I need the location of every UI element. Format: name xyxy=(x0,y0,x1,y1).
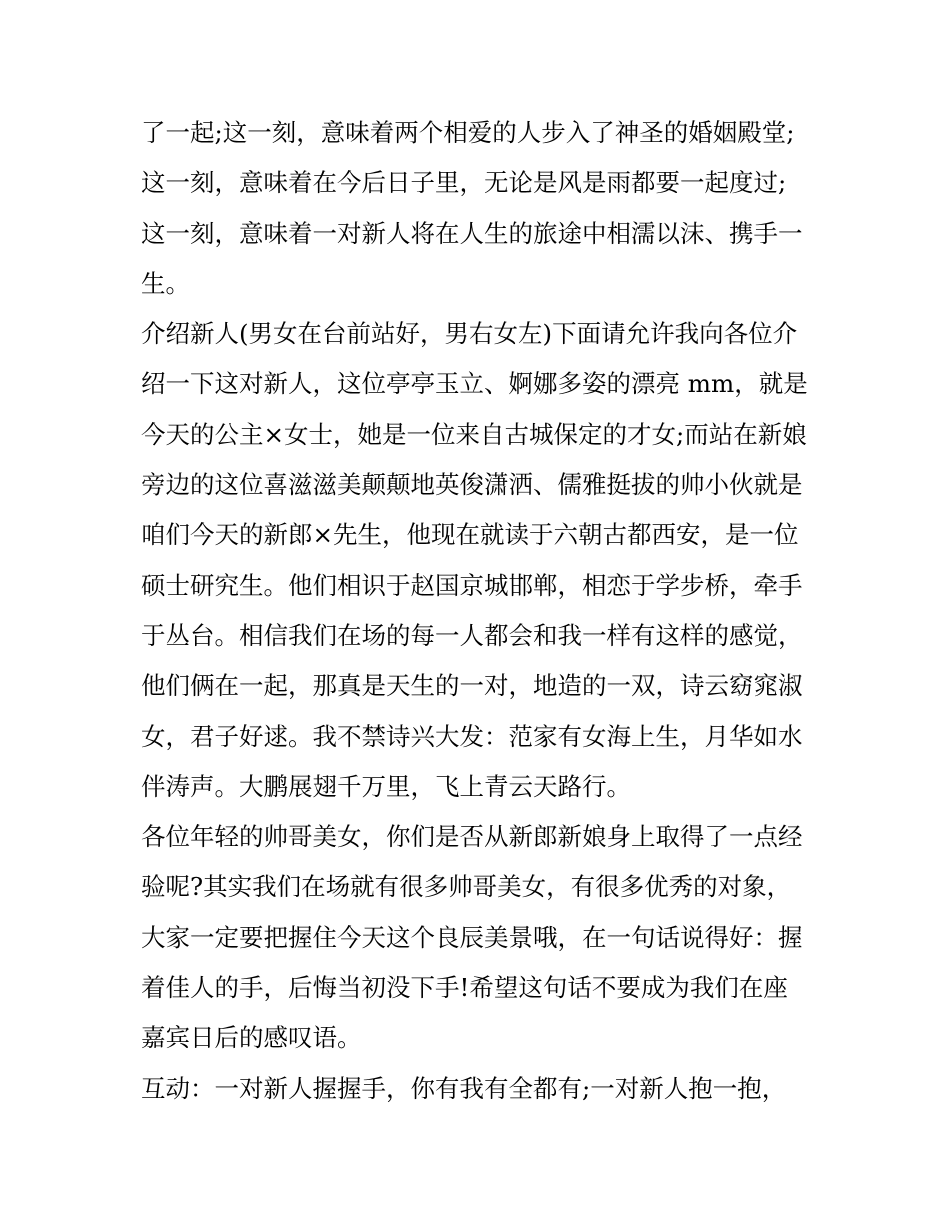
text-line: 旁边的这位喜滋滋美颠颠地英俊潇洒、儒雅挺拔的帅小伙就是 xyxy=(141,470,803,500)
text-line: 着佳人的手，后悔当初没下手!希望这句话不要成为我们在座 xyxy=(141,973,788,1003)
text-line: 嘉宾日后的感叹语。 xyxy=(141,1023,362,1053)
text-line: 生。 xyxy=(141,268,190,298)
text-line: 这一刻，意味着一对新人将在人生的旅途中相濡以沫、携手一 xyxy=(141,218,803,248)
text-line: 今天的公主×女士，她是一位来自古城保定的才女;而站在新娘 xyxy=(141,419,807,449)
text-line: 伴涛声。大鹏展翅千万里，飞上青云天路行。 xyxy=(141,771,631,801)
text-line: 这一刻，意味着在今后日子里，无论是风是雨都要一起度过; xyxy=(141,168,787,198)
text-line: 验呢?其实我们在场就有很多帅哥美女，有很多优秀的对象， xyxy=(141,872,792,902)
text-line: 咱们今天的新郎×先生，他现在就读于六朝古都西安，是一位 xyxy=(141,520,799,550)
text-line: 介绍新人(男女在台前站好，男右女左)下面请允许我向各位介 xyxy=(141,319,798,349)
text-line: 硕士研究生。他们相识于赵国京城邯郸，相恋于学步桥，牵手 xyxy=(141,570,803,600)
text-line: 了一起;这一刻，意味着两个相爱的人步入了神圣的婚姻殿堂; xyxy=(141,118,795,147)
body-text xyxy=(141,108,821,1114)
text-line: 互动：一对新人握握手，你有我有全都有;一对新人抱一抱， xyxy=(141,1073,787,1103)
text-line: 于丛台。相信我们在场的每一人都会和我一样有这样的感觉， xyxy=(141,620,803,650)
text-line: 各位年轻的帅哥美女，你们是否从新郎新娘身上取得了一点经 xyxy=(141,822,803,852)
text-line: 女，君子好逑。我不禁诗兴大发：范家有女海上生，月华如水 xyxy=(141,721,803,751)
text-line: 他们俩在一起，那真是天生的一对，地造的一双，诗云窈窕淑 xyxy=(141,671,803,701)
text-line: 大家一定要把握住今天这个良辰美景哦，在一句话说得好：握 xyxy=(141,922,803,952)
text-line: 绍一下这对新人，这位亭亭玉立、婀娜多姿的漂亮 mm，就是 xyxy=(141,369,808,399)
